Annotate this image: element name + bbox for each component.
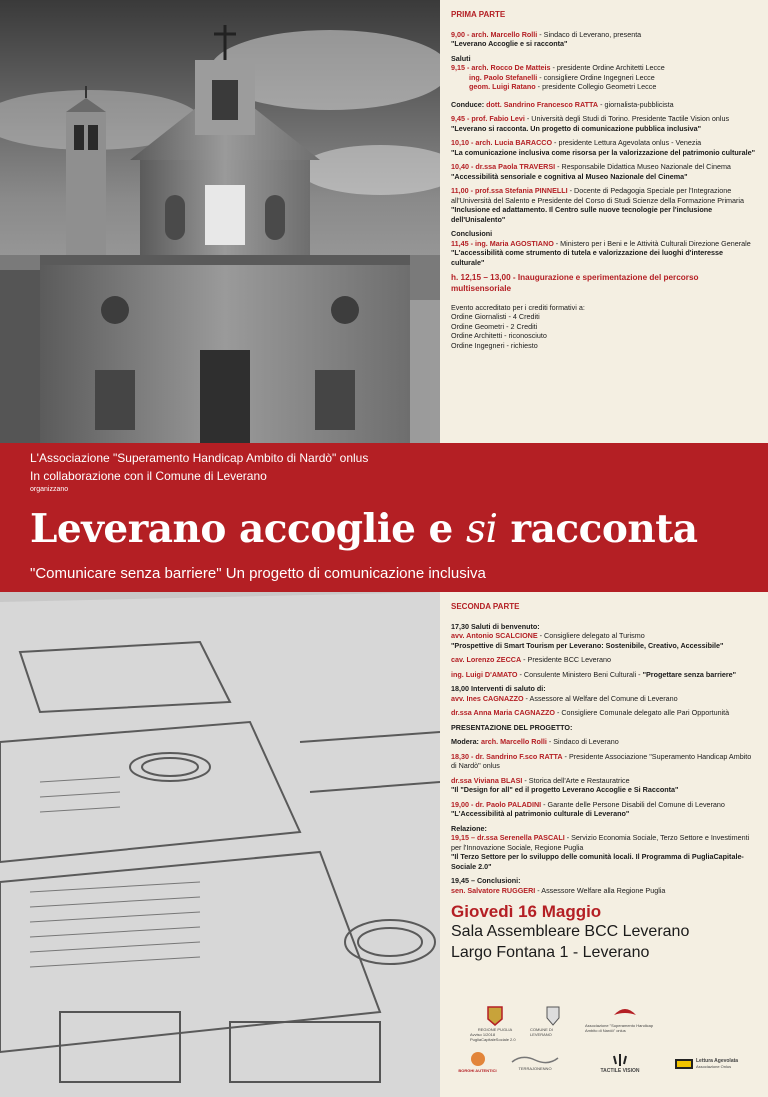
item-role: - Presidente BCC Leverano [521, 655, 612, 665]
event-venue: Sala Assembleare BCC Leverano [451, 923, 690, 941]
program-item [451, 114, 756, 133]
title-part: Leverano accoglie e [30, 506, 466, 552]
program-item [451, 186, 756, 224]
credits-line: Ordine Geometri - 2 Crediti [451, 321, 538, 331]
title-italic: si [465, 507, 498, 552]
program-item [451, 776, 756, 795]
item-role: - Responsabile Didattica Museo Nazionale del Cinema [555, 162, 731, 172]
item-speaker: sen. Salvatore RUGGERI [451, 885, 536, 895]
item-role: - Ministero per i Beni e le Attività Culturali Direzione Generale [553, 238, 751, 248]
sponsor-logos [458, 1000, 760, 1090]
title-banner [0, 443, 768, 592]
item-talk: "Leverano Accoglie e si racconta" [451, 39, 568, 49]
inauguration-text: h. 12,15 – 13,00 - Inaugurazione e sperimentazione del percorso multisensoriale [451, 273, 699, 293]
comune-leverano-logo [530, 1005, 575, 1037]
item-speaker: 9,45 - prof. Fabio Levi [451, 114, 525, 124]
item-role: - Presidente Associazione "Superamento Handicap Ambito di Nardò" onlus [451, 751, 752, 771]
organize-label: organizzano [30, 486, 69, 493]
program-item [451, 54, 756, 92]
item-role: - giornalista-pubblicista [598, 99, 674, 109]
item-talk: "Leverano si racconta. Un progetto di comunicazione pubblica inclusiva" [451, 123, 702, 133]
logo-label: TERRAJONENNO [518, 1066, 552, 1071]
program-item [451, 229, 756, 267]
item-label: PRESENTAZIONE DEL PROGETTO: [451, 722, 573, 732]
program-item [451, 723, 756, 733]
terrajonenno-logo [500, 1052, 570, 1071]
item-label: 19,45 – Conclusioni: [451, 876, 521, 886]
item-role: - Consigliere Comunale delegato alle Pari Opportunità [554, 708, 730, 718]
regione-puglia-icon [486, 1005, 504, 1027]
item-role: - Sindaco di Leverano [546, 737, 619, 747]
item-talk: "Inclusione ed adattamento. Il Centro sulle nuove tecnologie per l'inclusione dell'Unisalento" [451, 205, 713, 224]
program-item [451, 622, 756, 651]
logo-label: Associazione "Superamento Handicap Ambito di Nardò" onlus [585, 1023, 654, 1033]
item-talk: "Prospettive di Smart Tourism per Leverano: Sostenibile, Creativo, Accessibile" [451, 640, 724, 650]
item-speaker: 10,10 - arch. Lucia BARACCO [451, 138, 553, 148]
item-role: - Assessore al Welfare del Comune di Leverano [523, 693, 678, 703]
item-speaker: 18,30 - dr. Sandrino F.sco RATTA [451, 751, 563, 761]
item-talk: "La comunicazione inclusiva come risorsa per la valorizzazione del patrimonio culturale" [451, 147, 755, 157]
item-speaker: dr.ssa Viviana BLASI [451, 775, 523, 785]
event-address: Largo Fontana 1 - Leverano [451, 944, 650, 962]
program-item [451, 30, 756, 49]
collaboration-line: In collaborazione con il Comune di Leverano [30, 469, 267, 483]
program-item [451, 824, 756, 872]
item-speaker: 9,15 - arch. Rocco De Matteis [451, 63, 551, 73]
borghi-autentici-logo [455, 1050, 500, 1073]
item-label: Conclusioni [451, 229, 493, 239]
logo-sublabel: Avviso 1/2018 PugliaCapitaleSociale 2.0 [470, 1032, 516, 1042]
part-two-title: SECONDA PARTE [451, 602, 520, 611]
program-item [451, 800, 756, 819]
item-role: - Servizio Economia Sociale, Terzo Settore e Investimenti per l'Innovazione Sociale, Regione Puglia [451, 833, 750, 852]
logo-sublabel: Associazione Onlus [696, 1064, 732, 1069]
item-talk: "Il "Design for all" ed il progetto Leverano Accoglie e Si Racconta" [451, 785, 679, 795]
item-speaker: ing. Paolo Stefanelli [469, 72, 538, 82]
program-item [451, 708, 756, 718]
tactile-vision-logo [590, 1050, 650, 1074]
item-speaker: 10,40 - dr.ssa Paola TRAVERSI [451, 162, 556, 172]
item-speaker: 19,00 - dr. Paolo PALADINI [451, 799, 542, 809]
item-role: - consigliere Ordine Ingegneri Lecce [537, 72, 655, 82]
item-label: Saluti [451, 53, 471, 63]
item-role: - Storica dell'Arte e Restauratrice [522, 775, 630, 785]
part-one-title: PRIMA PARTE [451, 10, 506, 19]
item-talk: "L'accessibilità come strumento di tutela e valorizzazione dei luoghi d'interesse culturale" [451, 248, 724, 267]
program-item [451, 100, 756, 110]
item-label: Modera: [451, 737, 481, 747]
coat-of-arms-icon [545, 1005, 561, 1027]
logo-text [696, 1058, 738, 1069]
item-role: - Università degli Studi di Torino. Presidente Tactile Vision onlus [524, 114, 730, 124]
logo-label: COMUNE DI LEVERANO [530, 1027, 553, 1037]
item-role: - presidente Lettura Agevolata onlus - Venezia [552, 138, 702, 148]
credits-line: Ordine Ingegneri - richiesto [451, 340, 538, 350]
item-speaker: avv. Ines CAGNAZZO [451, 693, 524, 703]
item-talk: "L'Accessibilità al patrimonio culturale di Leverano" [451, 809, 630, 819]
program-item [451, 655, 756, 665]
item-speaker: 11,00 - prof.ssa Stefania PINNELLI [451, 186, 568, 196]
program-item [451, 737, 756, 747]
item-role: - Sindaco di Leverano, presenta [537, 29, 642, 39]
lettura-agevolata-logo [675, 1058, 755, 1069]
item-speaker: 9,00 - arch. Marcello Rolli [451, 29, 538, 39]
item-speaker: dr.ssa Anna Maria CAGNAZZO [451, 708, 555, 718]
item-role: - Consulente Ministero Beni Culturali - [517, 669, 643, 679]
item-label: 18,00 Interventi di saluto di: [451, 684, 546, 694]
item-speaker: 11,45 - ing. Maria AGOSTIANO [451, 238, 554, 248]
church-photo [0, 0, 440, 443]
item-speaker: avv. Antonio SCALCIONE [451, 631, 538, 641]
logo-label: BORGHI AUTENTICI [458, 1068, 497, 1073]
event-title [30, 506, 697, 552]
item-speaker: cav. Lorenzo ZECCA [451, 655, 522, 665]
event-details [451, 901, 756, 964]
hand-icon [609, 1050, 631, 1068]
item-speaker: 19,15 – dr.ssa Serenella PASCALI [451, 833, 565, 843]
credits-block [451, 303, 756, 351]
item-speaker: geom. Luigi Ratano [469, 82, 536, 92]
program-item [451, 876, 756, 895]
program-item [451, 684, 756, 703]
item-speaker: ing. Luigi D'AMATO [451, 669, 518, 679]
item-label: 17,30 Saluti di benvenuto: [451, 621, 540, 631]
credits-line: Ordine Architetti - riconosciuto [451, 331, 547, 341]
credits-line: Ordine Giornalisti - 4 Crediti [451, 312, 540, 322]
program-item [451, 138, 756, 157]
logo-label: Lettura Agevolata [696, 1058, 739, 1064]
item-role: - Assessore Welfare alla Regione Puglia [535, 885, 666, 895]
association-logo [585, 1005, 665, 1033]
item-role: - Garante delle Persone Disabili del Comune di Leverano [541, 799, 725, 809]
regione-puglia-logo [470, 1005, 520, 1042]
association-icon [610, 1005, 640, 1023]
title-part: racconta [497, 506, 698, 552]
borghi-icon [468, 1050, 488, 1068]
item-role: - presidente Collegio Geometri Lecce [535, 82, 657, 92]
event-subtitle: "Comunicare senza barriere" Un progetto di comunicazione inclusiva [30, 565, 486, 582]
lettura-icon [675, 1059, 693, 1069]
program-item [451, 162, 756, 181]
tactile-map-photo [0, 592, 440, 1097]
organizer-line: L'Associazione "Superamento Handicap Ambito di Nardò" onlus [30, 451, 369, 465]
program-part-one [440, 0, 768, 443]
item-speaker: arch. Marcello Rolli [480, 737, 547, 747]
logo-label: TACTILE VISION [600, 1068, 640, 1074]
terrajonenno-icon [510, 1052, 560, 1066]
event-date: Giovedì 16 Maggio [451, 902, 602, 922]
item-role: - Consigliere delegato al Turismo [537, 631, 645, 641]
item-label: Conduce: [451, 99, 487, 109]
program-item [451, 670, 756, 680]
logo-label: REGIONE PUGLIA [477, 1027, 513, 1032]
item-talk: "Il Terzo Settore per lo sviluppo delle comunità locali. Il Programma di PugliaCapitale-Sociale 2.0" [451, 852, 744, 871]
item-speaker: dott. Sandrino Francesco RATTA [486, 99, 599, 109]
program-item [451, 752, 756, 771]
item-label: Relazione: [451, 823, 487, 833]
item-talk: "Accessibilità sensoriale e cognitiva al Museo Nazionale del Cinema" [451, 171, 688, 181]
credits-line: Evento accreditato per i crediti formativi a: [451, 302, 585, 312]
item-role: - presidente Ordine Architetti Lecce [550, 63, 665, 73]
item-talk: "Progettare senza barriere" [642, 669, 737, 679]
item-role: - Docente di Pedagogia Speciale per l'Integrazione all'Università del Salento e Presidente del Corso di Studi Scienze della Formazione Primaria [451, 186, 745, 205]
